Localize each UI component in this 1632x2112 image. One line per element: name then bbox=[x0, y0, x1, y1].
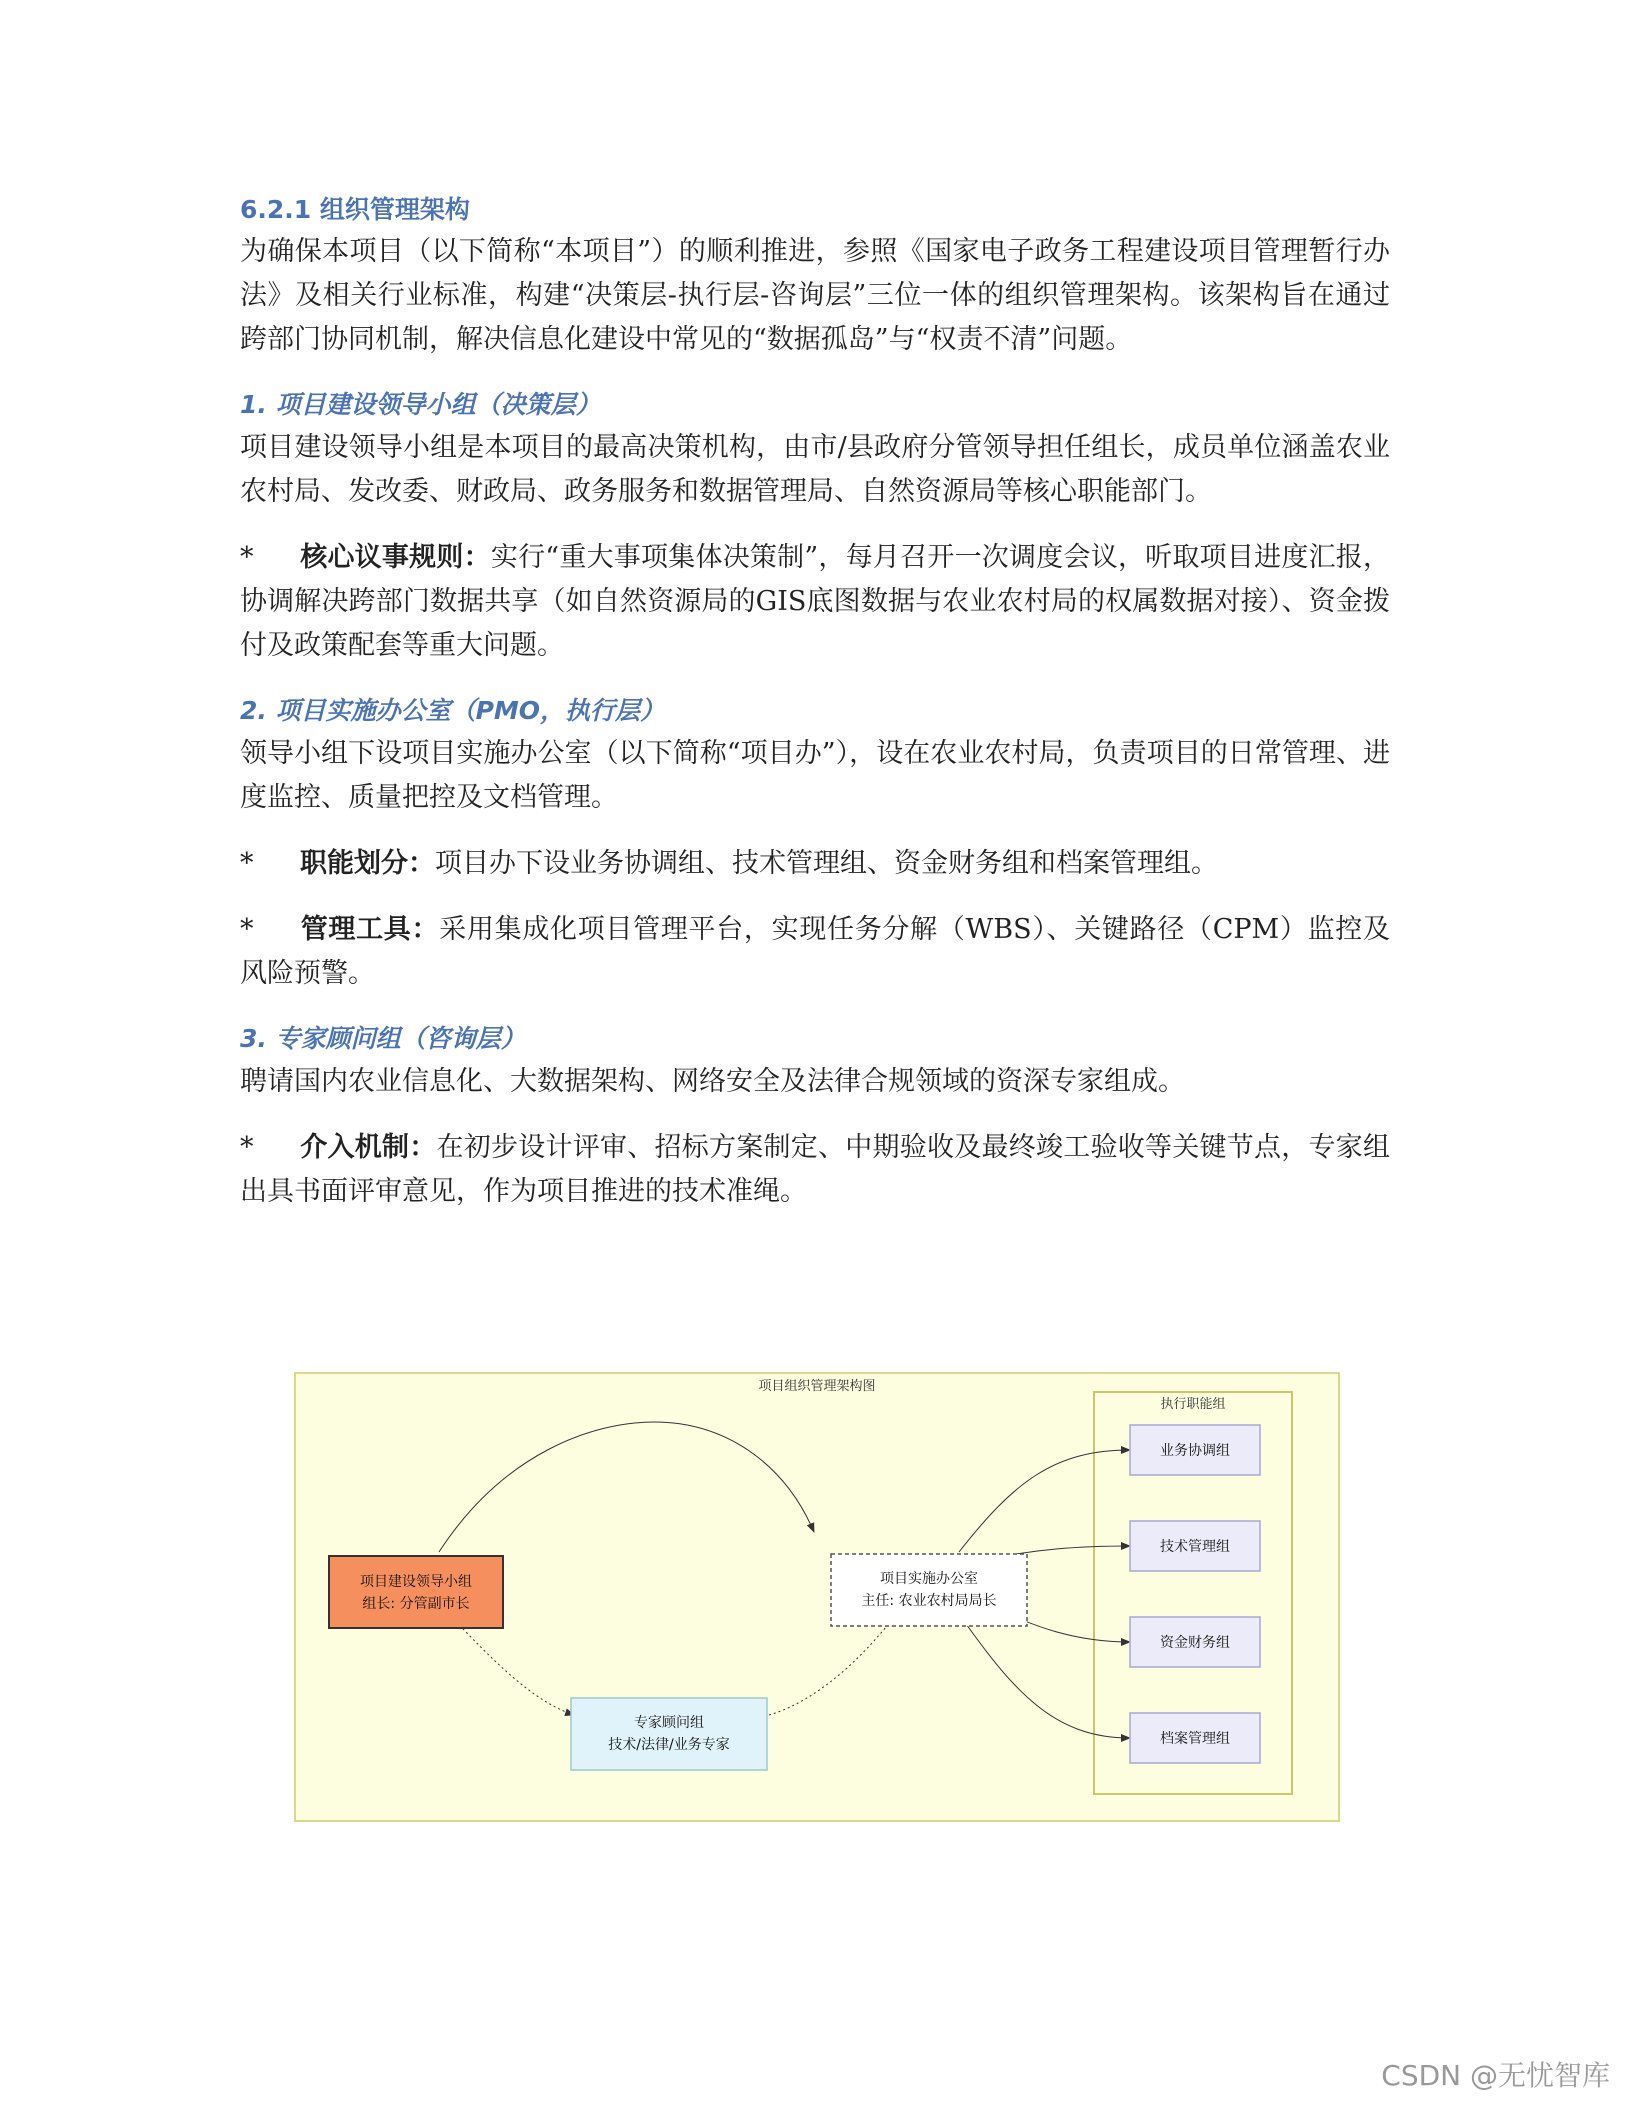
bullet-text: 实行“重大事项集体决策制”，每月召开一次调度会议，听取项目进度汇报，协调解决跨部门数据共享（如自然资源局的GIS底图数据与农业农村局的权属数据对接）、资金拨付及政策配套等重大问题。 bbox=[240, 542, 1391, 661]
cluster-title: 执行职能组 bbox=[1160, 1397, 1226, 1412]
group-1-heading: 1. 项目建设领导小组（决策层） bbox=[240, 390, 601, 419]
bullet-symbol: * bbox=[240, 914, 254, 945]
group-3-bullet-1 bbox=[240, 1126, 1390, 1214]
bullet-label: 职能划分： bbox=[300, 848, 435, 879]
experts-node bbox=[571, 1698, 767, 1770]
group-3-heading: 3. 专家顾问组（咨询层） bbox=[240, 1024, 526, 1053]
team-label: 资金财务组 bbox=[1160, 1635, 1230, 1651]
bullet-symbol: * bbox=[240, 542, 254, 573]
org-chart-diagram bbox=[294, 1372, 1340, 1822]
bullet-text: 采用集成化项目管理平台，实现任务分解（WBS）、关键路径（CPM）监控及风险预警。 bbox=[240, 914, 1391, 989]
team-label: 档案管理组 bbox=[1160, 1731, 1230, 1747]
group-2-bullet-1 bbox=[240, 842, 1390, 886]
section-title: 6.2.1 组织管理架构 bbox=[240, 195, 470, 224]
pmo-subtitle: 主任: 农业农村局局长 bbox=[861, 1593, 997, 1609]
bullet-symbol: * bbox=[240, 1132, 254, 1163]
group-2-bullet-2 bbox=[240, 908, 1390, 996]
group-1-bullet-1 bbox=[240, 536, 1390, 668]
bullet-text: 项目办下设业务协调组、技术管理组、资金财务组和档案管理组。 bbox=[435, 848, 1218, 879]
bullet-label: 介入机制： bbox=[300, 1132, 437, 1163]
group-2-heading: 2. 项目实施办公室（PMO，执行层） bbox=[240, 696, 666, 725]
bullet-label: 管理工具： bbox=[300, 914, 440, 945]
intro-paragraph: 为确保本项目（以下简称“本项目”）的顺利推进，参照《国家电子政务工程建设项目管理暂行办法》及相关行业标准，构建“决策层-执行层-咨询层”三位一体的组织管理架构。该架构旨在通过跨部门协同机制，解决信息化建设中常见的“数据孤岛”与“权责不清”问题。 bbox=[240, 236, 1390, 355]
group-1-body: 项目建设领导小组是本项目的最高决策机构，由市/县政府分管领导担任组长，成员单位涵盖农业农村局、发改委、财政局、政务服务和数据管理局、自然资源局等核心职能部门。 bbox=[240, 432, 1390, 507]
leader-subtitle: 组长: 分管副市长 bbox=[362, 1596, 470, 1612]
leader-node bbox=[329, 1556, 503, 1628]
team-label: 技术管理组 bbox=[1160, 1539, 1230, 1555]
bullet-label: 核心议事规则： bbox=[300, 542, 491, 573]
leader-title: 项目建设领导小组 bbox=[360, 1574, 472, 1590]
group-2-body: 领导小组下设项目实施办公室（以下简称“项目办”），设在农业农村局，负责项目的日常管理、进度监控、质量把控及文档管理。 bbox=[240, 738, 1390, 813]
group-3-body: 聘请国内农业信息化、大数据架构、网络安全及法律合规领域的资深专家组成。 bbox=[240, 1066, 1185, 1097]
bullet-symbol: * bbox=[240, 848, 254, 879]
pmo-title: 项目实施办公室 bbox=[880, 1571, 978, 1587]
watermark: CSDN @无忧智库 bbox=[1381, 2059, 1610, 2092]
team-label: 业务协调组 bbox=[1160, 1443, 1230, 1459]
experts-title: 专家顾问组 bbox=[634, 1715, 704, 1731]
experts-subtitle: 技术/法律/业务专家 bbox=[608, 1737, 730, 1753]
bullet-text: 在初步设计评审、招标方案制定、中期验收及最终竣工验收等关键节点，专家组出具书面评审意见，作为项目推进的技术准绳。 bbox=[240, 1132, 1390, 1207]
document-body bbox=[240, 190, 1390, 1214]
diagram-title: 项目组织管理架构图 bbox=[758, 1379, 876, 1394]
pmo-node bbox=[831, 1554, 1027, 1626]
